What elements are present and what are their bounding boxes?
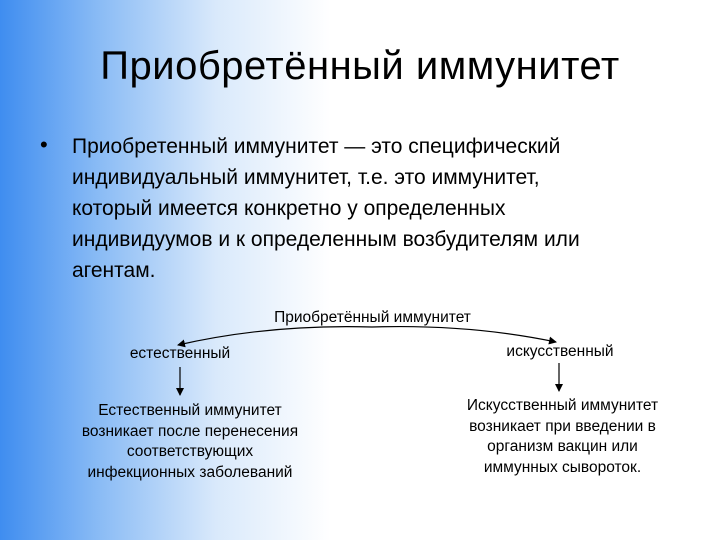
description-line: Искусственный иммунитет [466,397,659,414]
description-line: организм вакцин или [487,438,638,455]
arrow-to-natural [178,327,372,345]
bullet-line: индивидуумов и к определенным возбудителям или [72,228,580,251]
description-line: возникает после перенесения [81,422,299,440]
description-line: возникает при введении в [469,417,656,435]
description-line: соответствующих [126,443,254,460]
description-line: Естественный иммунитет [98,402,282,419]
slide-title: Приобретённый иммунитет [100,44,620,88]
artificial-immunity-label: искусственный [506,343,614,360]
diagram-root-label: Приобретённый иммунитет [274,309,471,326]
description-line: инфекционных заболеваний [87,463,293,481]
bullet-line: который имеется конкретно у определенных [72,197,506,220]
artificial-immunity-description [425,396,700,478]
natural-immunity-description [40,401,340,483]
natural-immunity-label: естественный [129,345,231,362]
description-line: иммунных сывороток. [483,458,642,476]
bullet-line: Приобретенный иммунитет — это специфический [72,135,561,158]
bullet-line: агентам. [72,259,156,282]
arrow-to-artificial [372,327,556,342]
bullet-marker: • [40,132,48,157]
bullet-line: индивидуальный иммунитет, т.е. это иммунитет, [72,166,540,189]
